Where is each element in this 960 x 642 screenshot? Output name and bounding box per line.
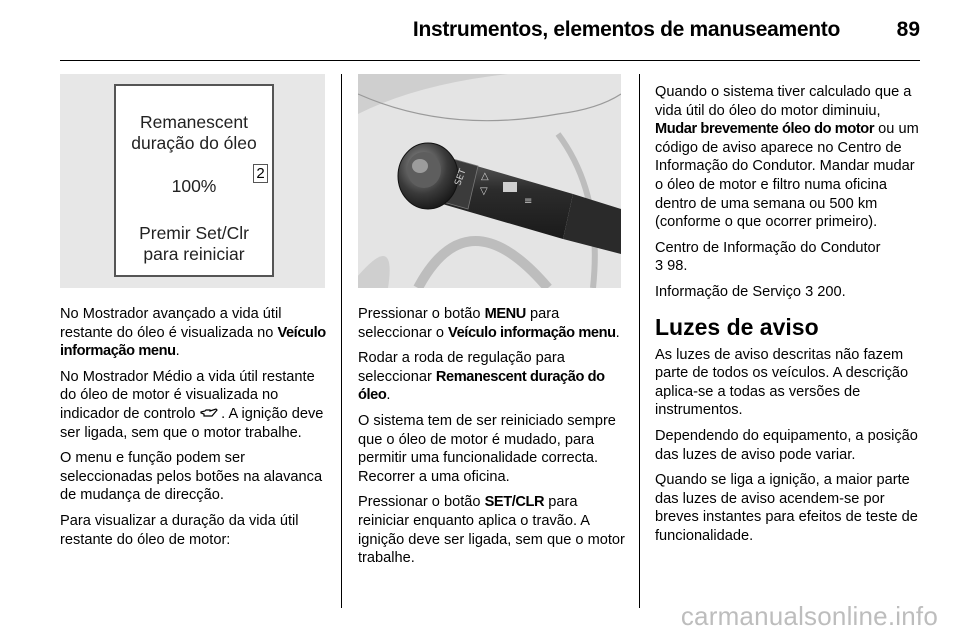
button-name: SET/CLR	[484, 494, 545, 511]
text-span: No Mostrador Médio a vida útil restante do óleo de motor é visualizada no indicador de controlo	[60, 368, 315, 422]
paragraph	[358, 493, 630, 567]
display-percent: 100%	[171, 176, 217, 196]
turn-signal-lever-figure	[358, 74, 621, 288]
text-column-3	[655, 83, 925, 552]
paragraph	[60, 305, 330, 361]
page-reference: 3 98.	[655, 258, 688, 275]
button-name: MENU	[484, 306, 526, 322]
text-column-1	[60, 305, 330, 556]
text-span: .	[615, 324, 620, 341]
paragraph: Dependendo do equipamento, a posição das luzes de aviso pode variar.	[655, 427, 918, 463]
oil-can-icon	[200, 406, 222, 421]
header-divider	[60, 60, 920, 61]
display-page-badge: 2	[253, 164, 268, 183]
paragraph: As luzes de aviso descritas não fazem parte de todos os veículos. A descrição aplica-se a todas as versões de instrumentos.	[655, 346, 909, 419]
menu-item-name: Remanescent duração do óleo	[358, 368, 605, 404]
svg-text:SET: SET	[453, 167, 469, 188]
paragraph	[358, 305, 630, 342]
text-column-2	[358, 305, 630, 575]
paragraph	[358, 349, 630, 405]
oil-life-display-figure	[60, 74, 325, 288]
paragraph	[655, 83, 925, 232]
menu-name: Veículo informação menu	[60, 324, 326, 360]
text-span: para reiniciar enquanto aplica o travão. A ignição deve ser ligada, sem que o motor trabalhe.	[358, 494, 625, 567]
text-span: Pressionar o botão	[358, 306, 485, 322]
text-span: Rodar a roda de regulação para seleccionar	[358, 350, 565, 385]
message-name: Mudar brevemente óleo do motor	[655, 121, 875, 138]
column-divider-1	[341, 74, 342, 608]
text-span: Quando o sistema tiver calculado que a vida útil do óleo do motor diminuiu,	[655, 84, 912, 119]
page-title: Instrumentos, elementos de manuseamento	[412, 18, 840, 41]
text-span: . A ignição deve ser ligada, sem que o motor trabalhe.	[60, 405, 324, 441]
text-span: para seleccionar o	[358, 306, 560, 341]
column-divider-2	[639, 74, 640, 608]
paragraph	[655, 239, 925, 276]
text-span: ou um código de aviso aparece no Centro de Informação do Condutor. Mandar mudar o óleo de motor e filtro numa oficina dentro de uma semana ou 500 km (conforme o que ocorrer primeiro).	[655, 121, 919, 231]
page-header	[60, 14, 920, 48]
svg-text:△: △	[481, 171, 489, 182]
page-number: 89	[896, 18, 920, 41]
display-hint-line2: para reiniciar	[143, 244, 245, 264]
cross-reference: Centro de Informação do Condutor	[655, 239, 881, 256]
watermark: carmanualsonline.info	[680, 601, 938, 631]
paragraph: O menu e função podem ser seleccionadas pelos botões na alavanca de mudança de direcção.	[60, 450, 323, 504]
menu-name: Veículo informação menu	[448, 324, 616, 341]
display-title-line2: duração do óleo	[131, 133, 257, 153]
display-title-line1: Remanescent	[140, 112, 248, 132]
paragraph: Para visualizar a duração da vida útil restante do óleo de motor:	[60, 512, 299, 548]
text-span: .	[386, 387, 391, 404]
display-hint-line1: Premir Set/Clr	[139, 223, 249, 243]
paragraph	[60, 368, 330, 442]
text-span: .	[175, 343, 180, 360]
paragraph: O sistema tem de ser reiniciado sempre que o óleo de motor é mudado, para permitir uma funcionalidade correcta. Recorrer a uma oficina.	[358, 412, 616, 485]
info-display-screen	[114, 84, 274, 277]
svg-text:▽: ▽	[480, 186, 488, 197]
lever-illustration	[358, 74, 621, 288]
cross-reference: Informação de Serviço	[655, 283, 806, 300]
page-reference: 3 200.	[805, 283, 846, 300]
text-span: Pressionar o botão	[358, 494, 485, 511]
section-heading: Luzes de aviso	[655, 313, 819, 340]
text-span: No Mostrador avançado a vida útil restante do óleo é visualizada no	[60, 306, 282, 341]
svg-text:≡: ≡	[524, 196, 533, 207]
paragraph: Quando se liga a ignição, a maior parte das luzes de aviso acendem-se por breves instantes para efeitos de teste de funcionalidade.	[655, 472, 918, 544]
paragraph	[655, 283, 925, 302]
